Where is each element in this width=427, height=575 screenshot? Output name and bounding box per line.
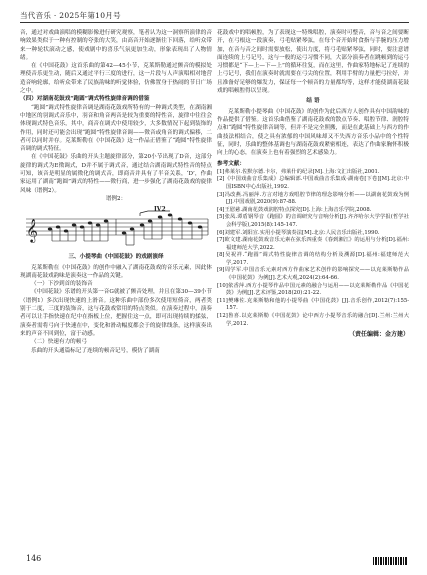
paragraph: 在《中国花鼓》乐曲的开头主题旋律部分，第20小节出现了D音，这部分旋律的调式为E徵调式，D并不属于调式音，通过结合湖南调式特性音的特点可知，该音是明显的属徵化的调式音，即商音并具有了半音关系，‘D’，作曲家运用了湖南“跑圆”调式的特性——徵行商，进一步强化了湖南花鼓戏的旋律风味（谱例2）。 (20, 154, 212, 194)
reference-item: [1]弗莱尔.佐默尔德.卡尔，弗莱什的纪录[M].上海:文汇出版社,2001. (217, 168, 380, 175)
reference-item: [5]张凤.谭盾钢琴音《跑圆》的音调研究与音响分析[J].齐齐哈尔大学学报(哲学社会科学版),2015(8):145-147. (217, 214, 409, 228)
barcode-mark (373, 557, 407, 565)
reference-item: [8]吴祝祥.“跑圆”调式特性旋律音调的结构分析及溯源[D].福州:福建师范大学,2017. (217, 252, 409, 266)
score-staff-image (20, 205, 212, 251)
paragraph: 乐曲的开头通篇标记了连续的顿音记号，模仿了湖南 (31, 347, 160, 354)
editor-note: （责任编辑：金方建） (348, 331, 409, 339)
references-list (217, 169, 409, 328)
paragraph: 《中国花鼓》乐谱的开头第一音G就被了颤音处理，并且在第30—39小节（谱例1）多次出现快速的上滑音。这种乐曲中部份多次使用短倚音，两者类别于二度，三度的装饰音，这与花鼓戏常用的特点类似。在演奏过程中，演奏者可以让手指快速在纪中在指板上位，把握住这一点，即可出现持续的揉弦，演奏者需将弓向于快速在中，变化和滑动幅度都会于的旋律线条，这样演奏出来的声音不回到位，富于动感。 (20, 289, 212, 337)
page-number: 146 (26, 554, 42, 563)
music-score-example (20, 205, 212, 251)
reference-item: [6]刘建军.刘阳宣.实用小提琴演奏法[M].北京:人民音乐出版社,1990. (217, 229, 380, 236)
paragraph: 音，通过对戏曲演唱的模糊影像进行研究观察，笔者认为这一洞察所演律的音响效果类似于一种有控制的夸张的大笑，由高音开始逐渐往下回落，给听众带来一种轮状滚动之感，使戏剧中的喜乐气氛更加生动，形象表现出了人物情绪。 (20, 30, 212, 61)
paragraph: 克莱斯勒小提琴曲《中国花鼓》的创作为此后西方人创作具有中国韵味的作品提供了借鉴。这首乐曲借鉴了湖南花鼓戏的散点节奏、唱腔节律、润腔特点和“跑圆”特性旋律音调等，但并不是完全照搬，而是在此基础上与西方的作曲技法相结合，使之具有浓郁的中国风味却又不失西方音乐小品中的个性特征，同时，乐曲的整体基调也与湖南花鼓戏紧密相连，表达了作曲家胸怀积极向上的心态，在演奏上也有着强烈的艺术感染力。 (217, 108, 409, 157)
score-volta-label: IV2 (154, 206, 166, 214)
left-column (20, 29, 212, 355)
subsection-heading: （二）快速有力的顿弓 (31, 339, 87, 346)
reference-item: [4]王慰慈.湖南花鼓戏润腔特点探究[D].上海:上海音乐学院,2008. (217, 206, 372, 213)
paragraph: 花鼓戏中的唱顿腔，为了表现这一特殊唱腔，演奏时可整音，音与音之间要断开，在弓根这一段演奏，弓毛贴紧琴弦，在每个音开始时食指与手腕的压力增加，在音与音之间时需要放松，使出力度，将弓毛贴紧琴弦，同时，要注意谱面连续的上弓记号，这与一般的运弓习惯不同，大部分演奏者在跳顿到的运弓习惯都是“下—上—下—上”的循环往复，而在这里，作曲家特地标记了连续的上弓记号，我们在演奏时就需要在弓尖的位置，利用手臂的力量把弓拉好，并且准备好足够的爆发力，保证每一个顿音的力量都均等，这样才能使湖南花鼓戏的唱顿腔得以呈现。 (217, 30, 409, 95)
reference-item: [2]《中国戏曲音乐集成》总编辑部.中国戏曲音乐集成·湖南卷[下卷][M].北京:中国ISBN中心出版社,1992. (217, 176, 409, 190)
svg-text:𝄞: 𝄞 (26, 218, 38, 243)
journal-header: 当代音乐 · 2025年第10月号 (20, 11, 121, 20)
reference-item: [9]周学军.中国音乐元素对西方作曲家艺术创作的影响探究——以克莱斯勒作品《中国花鼓》为例[J].艺术大观,2024(2):64-66. (217, 267, 409, 282)
reference-item: [11]樊琳佐.克莱斯勒和他的小提琴曲《中国花鼓》[J].音乐创作,2012(7):155-157. (217, 297, 409, 312)
header-rule (20, 22, 409, 23)
paragraph: 在《中国花鼓》这首乐曲的第42—45小节，克莱斯勒通过颤音的模拟处理使音乐更生动，随后又通过平行三度的进行，这一片段与人声演唱相对地营造音响轮廓，给听众带来了民族韵味的听觉体验，仿佛置身于热闹的节日广场之中。 (20, 63, 212, 95)
section-heading: （四）对湖南花鼓戏“跑圆”调式特性旋律音调的借鉴 (20, 96, 150, 103)
subsection-heading: （一）下沙到首的装饰音 (31, 281, 93, 288)
paragraph: “跑圆”调式特性旋律音调是湖南花鼓戏所特有的一种调式类型，在湖南湘中地区的羽调式音乐中，羽音和角音两音是较为重要的特性音，旋律中往往会体现调式特色音乐，其中，商音在调式中使用较少，大多数情况下起到装饰的作用，同时还可能会出现“跑圆”特性旋律音调——徵音或角音的调式偏移，二者可以同时并存。克莱斯勒在《中国花鼓》这一作品正借鉴了“跑圆”特性旋律音调的调式特征。 (20, 104, 212, 153)
example-caption: 谱例2： (105, 195, 127, 202)
reference-item: [7]欧文建.湖南花鼓戏音乐元素在弦乐四重奏《春到湘江》的运用与分析[D].福州:福建师范大学,2022. (217, 237, 409, 251)
paragraph: 克莱斯勒在《中国花鼓》的创作中融入了湖南花鼓戏的音乐元素，因此体现湖南花鼓戏韵味是演奏这一作品的关键。 (20, 264, 212, 279)
reference-item: [12]鲁喜.以克莱斯勒《中国花鼓》论中西方小提琴音乐的融合[D].兰州:兰州大学,2012. (217, 313, 409, 327)
reference-item: [10]依香萍.西方小提琴作品中国元素的融合与运用——以克莱斯勒作品《中国花鼓》为例[J].艺术评鉴,2018(20):21-22. (217, 282, 409, 297)
right-column (217, 29, 409, 346)
reference-item: [3]冯改燕.冯丽萍.方言对地方戏唱腔节律的理念影响分析——以湖南花鼓戏为例[J].中国戏剧,2020(9):87-88. (217, 191, 409, 206)
conclusion-title: 结 语 (306, 98, 320, 105)
section-title: 三、小提琴曲《中国花鼓》的戏剧演绎 (68, 254, 164, 261)
references-title: 参考文献： (217, 161, 245, 168)
